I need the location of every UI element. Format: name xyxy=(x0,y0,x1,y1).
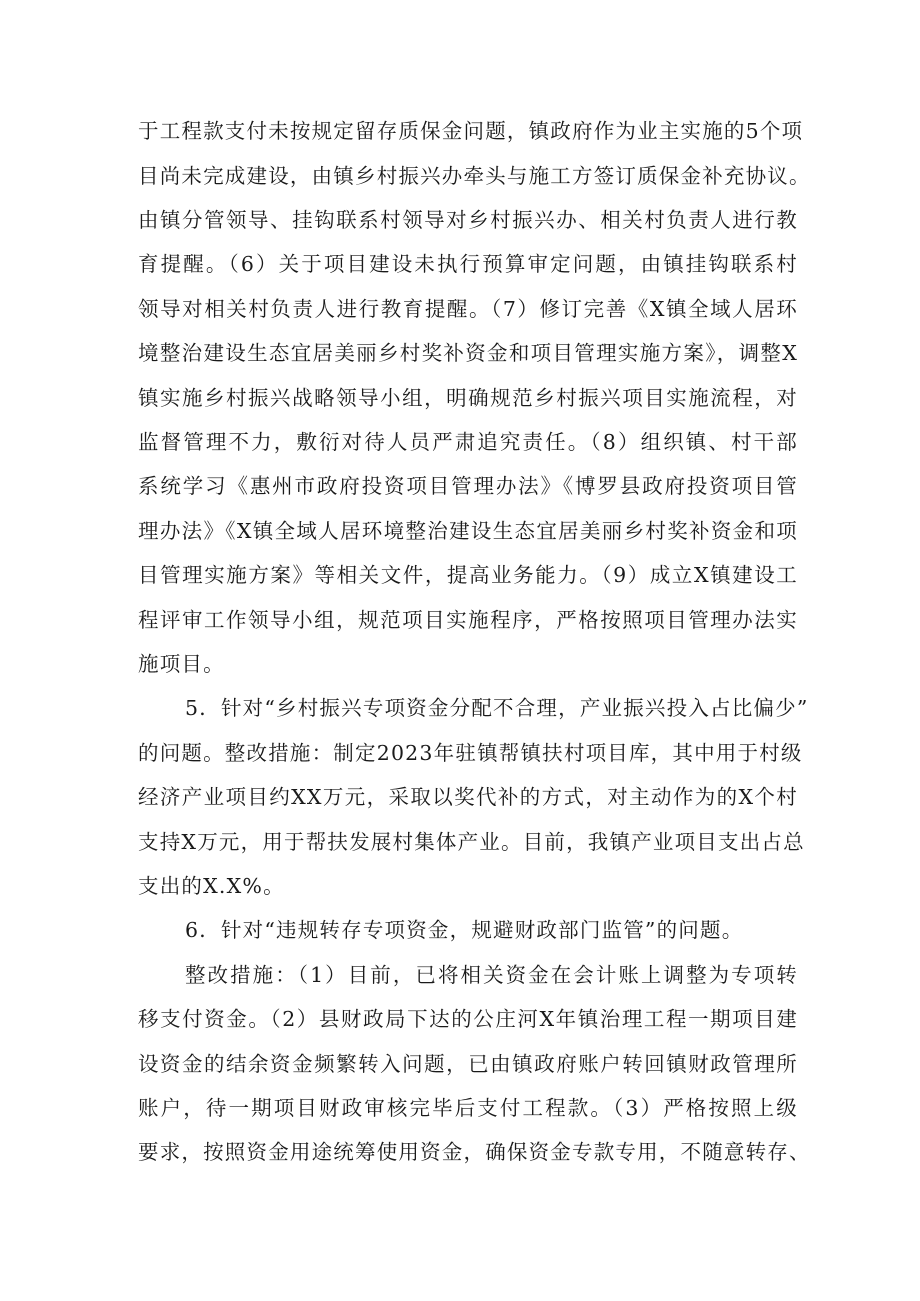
text-line: 由镇分管领导、挂钩联系村领导对乡村振兴办、相关村负责人进行教 xyxy=(138,208,798,232)
text-line: 育提醒。（6）关于项目建设未执行预算审定问题，由镇挂钩联系村 xyxy=(138,252,798,276)
text-line: 经济产业项目约XX万元，采取以奖代补的方式，对主动作为的X个村 xyxy=(138,785,798,809)
text-line: 目尚未完成建设，由镇乡村振兴办牵头与施工方签订质保金补充协议。 xyxy=(138,164,811,188)
text-line: 要求，按照资金用途统筹使用资金，确保资金专款专用，不随意转存、 xyxy=(138,1140,811,1164)
text-line: 整改措施：（1）目前，已将相关资金在会计账上调整为专项转 xyxy=(185,963,798,987)
text-line: 设资金的结余资金频繁转入问题，已由镇政府账户转回镇财政管理所 xyxy=(138,1052,798,1076)
text-line: 施项目。 xyxy=(138,652,225,676)
text-line: 程评审工作领导小组，规范项目实施程序，严格按照项目管理办法实 xyxy=(138,608,798,632)
text-line: 的问题。整改措施：制定2023年驻镇帮镇扶村项目库，其中用于村级 xyxy=(138,741,803,765)
text-line: 系统学习《惠州市政府投资项目管理办法》《博罗县政府投资项目管 xyxy=(138,474,798,498)
text-line: 理办法》《X镇全域人居环境整治建设生态宜居美丽乡村奖补资金和项 xyxy=(138,519,798,543)
text-line: 账户，待一期项目财政审核完毕后支付工程款。（3）严格按照上级 xyxy=(138,1096,798,1120)
text-line: 于工程款支付未按规定留存质保金问题，镇政府作为业主实施的5个项 xyxy=(138,119,804,143)
text-line: 支持X万元，用于帮扶发展村集体产业。目前，我镇产业项目支出占总 xyxy=(138,830,805,854)
section-5-heading: 5．针对“乡村振兴专项资金分配不合理，产业振兴投入占比偏少” xyxy=(185,696,809,720)
text-line: 领导对相关村负责人进行教育提醒。（7）修订完善《X镇全域人居环 xyxy=(138,297,798,321)
text-line: 境整治建设生态宜居美丽乡村奖补资金和项目管理实施方案》，调整X xyxy=(138,341,798,365)
text-line: 目管理实施方案》等相关文件，提高业务能力。（9）成立X镇建设工 xyxy=(138,563,798,587)
section-6-heading: 6．针对“违规转存专项资金，规避财政部门监管”的问题。 xyxy=(185,918,744,942)
text-line: 监督管理不力，敷衍对待人员严肃追究责任。（8）组织镇、村干部 xyxy=(138,430,798,454)
text-line: 移支付资金。（2）县财政局下达的公庄河X年镇治理工程一期项目建 xyxy=(138,1007,798,1031)
text-line: 镇实施乡村振兴战略领导小组，明确规范乡村振兴项目实施流程，对 xyxy=(138,386,798,410)
text-line: 支出的X.X%。 xyxy=(138,874,285,898)
